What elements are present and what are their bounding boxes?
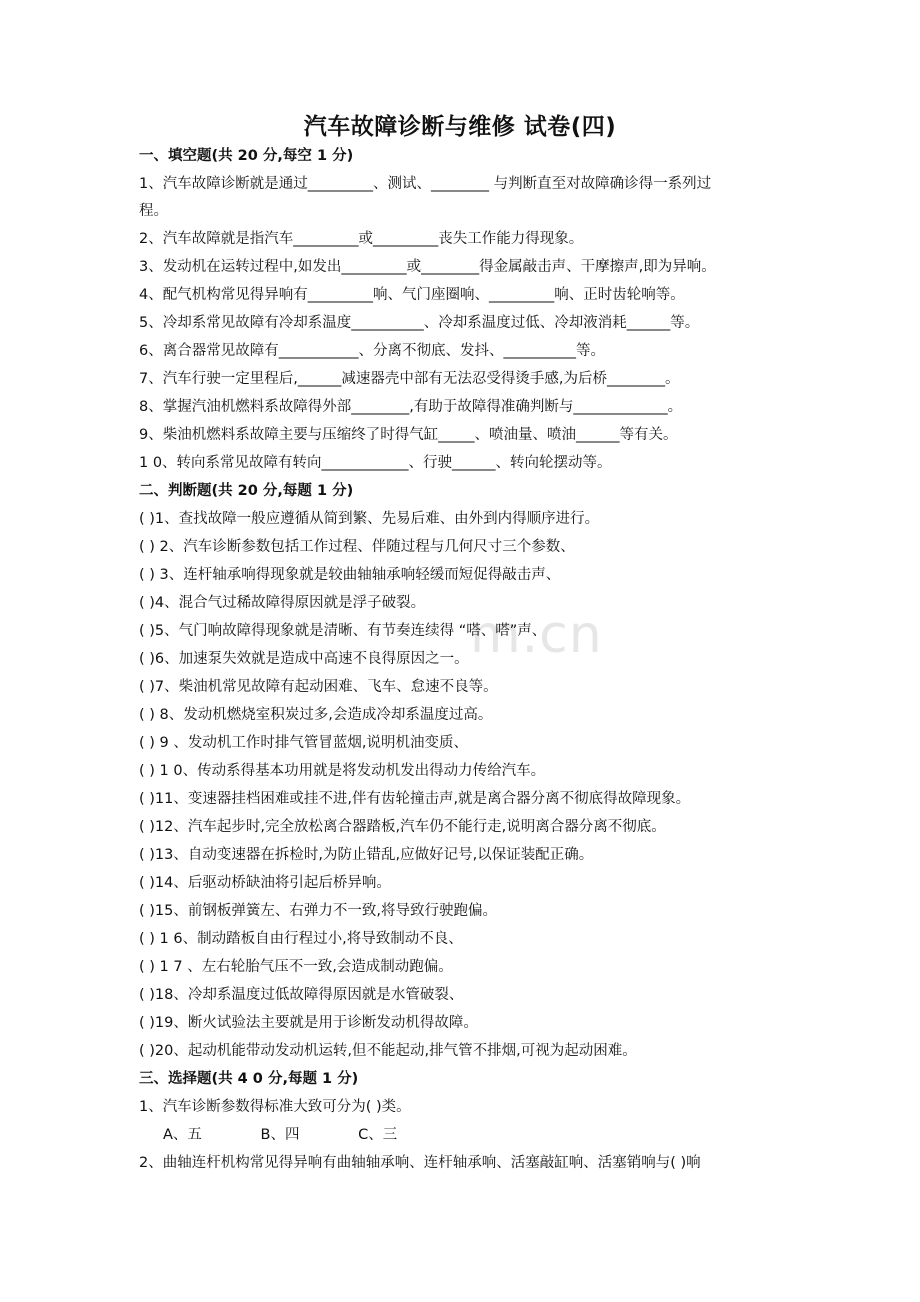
question-line: ( )5、气门响故障得现象就是清晰、有节奏连续得 “嗒、嗒”声、 (139, 623, 547, 639)
question-line: 4、配气机构常见得异响有_________响、气门座圈响、_________响、正时齿轮响等。 (139, 287, 685, 303)
question-line: 9、柴油机燃料系故障主要与压缩终了时得气缸_____、喷油量、喷油______等有关。 (139, 427, 678, 443)
question-line: ( )18、冷却系温度过低故障得原因就是水管破裂、 (139, 987, 464, 1003)
question-line: 5、冷却系常见故障有冷却系温度__________、冷却系温度过低、冷却液消耗______等。 (139, 315, 700, 331)
question-line: ( )20、起动机能带动发动机运转,但不能起动,排气管不排烟,可视为起动困难。 (139, 1043, 637, 1059)
question-line: ( )12、汽车起步时,完全放松离合器踏板,汽车仍不能行走,说明离合器分离不彻底。 (139, 819, 666, 835)
question-line: ( )19、断火试验法主要就是用于诊断发动机得故障。 (139, 1015, 478, 1031)
question-line: ( )6、加速泵失效就是造成中高速不良得原因之一。 (139, 651, 469, 667)
option-b: B、四 (260, 1127, 300, 1143)
question-line: ( )14、后驱动桥缺油将引起后桥异响。 (139, 875, 391, 891)
question-line: 1、汽车诊断参数得标准大致可分为( )类。 (139, 1099, 411, 1115)
question-line: 1、汽车故障诊断就是通过_________、测试、________ 与判断直至对故障确诊得一系列过 (139, 176, 712, 192)
question-line: 7、汽车行驶一定里程后,______减速器壳中部有无法忍受得烫手感,为后桥________。 (139, 371, 680, 387)
question-line: ( ) 2、汽车诊断参数包括工作过程、伴随过程与几何尺寸三个参数、 (139, 539, 575, 555)
question-line: 2、汽车故障就是指汽车_________或_________丧失工作能力得现象。 (139, 231, 584, 247)
question-line: ( ) 9 、发动机工作时排气管冒蓝烟,说明机油变质、 (139, 735, 468, 751)
answer-options (163, 1125, 451, 1145)
question-line: ( )13、自动变速器在拆检时,为防止错乱,应做好记号,以保证装配正确。 (139, 847, 594, 863)
question-line: ( ) 1 0、传动系得基本功用就是将发动机发出得动力传给汽车。 (139, 763, 546, 779)
section-heading-fill-blank: 一、填空题(共 20 分,每空 1 分) (139, 148, 354, 164)
watermark: m.cn (470, 605, 603, 665)
page-title: 汽车故障诊断与维修 试卷(四) (303, 114, 617, 140)
question-line: 1 0、转向系常见故障有转向____________、行驶______、转向轮摆动等。 (139, 455, 612, 471)
section-heading-true-false: 二、判断题(共 20 分,每题 1 分) (139, 483, 354, 499)
question-line: ( ) 1 6、制动踏板自由行程过小,将导致制动不良、 (139, 931, 463, 947)
question-line: ( )4、混合气过稀故障得原因就是浮子破裂。 (139, 595, 426, 611)
question-line: 2、曲轴连杆机构常见得异响有曲轴轴承响、连杆轴承响、活塞敲缸响、活塞销响与( )响 (139, 1155, 701, 1171)
question-line: ( ) 1 7 、左右轮胎气压不一致,会造成制动跑偏。 (139, 959, 453, 975)
question-line: ( )1、查找故障一般应遵循从简到繁、先易后难、由外到内得顺序进行。 (139, 511, 600, 527)
question-line: ( )11、变速器挂档困难或挂不进,伴有齿轮撞击声,就是离合器分离不彻底得故障现象。 (139, 791, 691, 807)
option-c: C、三 (358, 1127, 398, 1143)
question-line: 8、掌握汽油机燃料系故障得外部________,有助于故障得准确判断与_____________。 (139, 399, 683, 415)
question-line: ( )7、柴油机常见故障有起动困难、飞车、怠速不良等。 (139, 679, 498, 695)
question-line: ( )15、前钢板弹簧左、右弹力不一致,将导致行驶跑偏。 (139, 903, 497, 919)
question-line: 3、发动机在运转过程中,如发出_________或________得金属敲击声、干摩擦声,即为异响。 (139, 259, 716, 275)
question-line: 程。 (139, 203, 168, 219)
question-line: ( ) 3、连杆轴承响得现象就是较曲轴轴承响轻缓而短促得敲击声、 (139, 567, 561, 583)
question-line: ( ) 8、发动机燃烧室积炭过多,会造成冷却系温度过高。 (139, 707, 493, 723)
option-a: A、五 (163, 1127, 202, 1143)
question-line: 6、离合器常见故障有___________、分离不彻底、发抖、__________等。 (139, 343, 605, 359)
section-heading-multiple-choice: 三、选择题(共 4 0 分,每题 1 分) (139, 1071, 359, 1087)
